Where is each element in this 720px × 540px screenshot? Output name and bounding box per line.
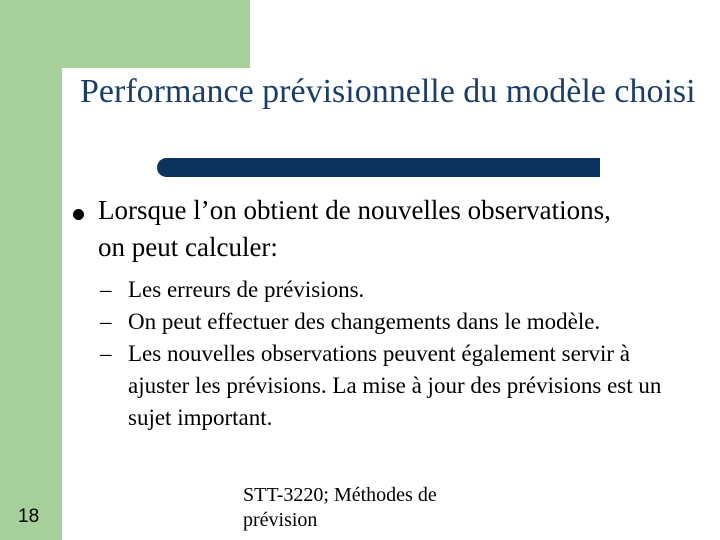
dash-icon: – xyxy=(100,277,112,302)
sub-bullet-item xyxy=(100,306,690,338)
sub-bullet-item xyxy=(100,274,690,306)
sub-bullet-text: Les erreurs de prévisions. xyxy=(128,277,365,302)
dash-icon: – xyxy=(100,341,112,366)
green-decor-strip xyxy=(0,160,62,540)
sub-bullet-text: Les nouvelles observations peuvent également servir à ajuster les prévisions. La mise à jour des prévisions est un sujet important. xyxy=(128,341,662,430)
bullet-dot-icon xyxy=(73,209,84,220)
slide-title: Performance prévisionnelle du modèle choisi xyxy=(80,73,696,110)
main-bullet-text: Lorsque l’on obtient de nouvelles observations, on peut calculer: xyxy=(98,195,611,262)
dash-icon: – xyxy=(100,309,112,334)
sub-bullet-item xyxy=(100,338,690,434)
footer-text: STT-3220; Méthodes de prévision xyxy=(243,484,437,531)
sub-bullet-text: On peut effectuer des changements dans le modèle. xyxy=(128,309,601,334)
title-underline-bar xyxy=(157,158,600,177)
slide-number: 18 xyxy=(18,506,40,527)
sub-bullet-list xyxy=(100,274,690,434)
